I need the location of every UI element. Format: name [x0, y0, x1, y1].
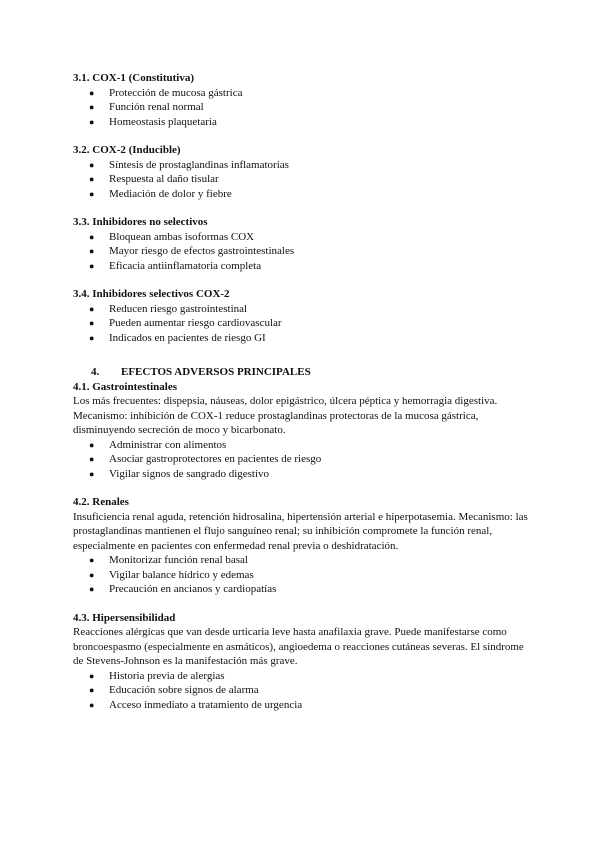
subsection-title: 4.1. Gastrointestinales: [73, 380, 177, 393]
bullet-icon: ●: [89, 584, 95, 594]
subsection-hypersensitivity: [73, 611, 533, 713]
list-item: ● Administrar con alimentos: [89, 438, 227, 451]
section-title: 3.4. Inhibidores selectivos COX-2: [73, 288, 230, 300]
list-item: ● Síntesis de prostaglandinas inflamatorias: [89, 158, 289, 171]
list-item: ● Acceso inmediato a tratamiento de urgencia: [89, 698, 303, 711]
subsection-title: 4.2. Renales: [73, 496, 129, 508]
list-item: ● Asociar gastroprotectores en pacientes de riesgo: [89, 453, 322, 465]
bullet-icon: ●: [89, 670, 95, 681]
subsection-renal: [73, 495, 533, 597]
subsection-title: 4.3. Hipersensibilidad: [73, 611, 176, 624]
bullet-icon: ●: [89, 246, 95, 256]
list-item: ● Reducen riesgo gastrointestinal: [89, 302, 248, 315]
bullet-icon: ●: [89, 569, 95, 580]
document-content: [73, 71, 533, 726]
list-item: ● Indicados en pacientes de riesgo GI: [89, 331, 266, 344]
bullet-icon: ●: [89, 174, 95, 184]
bullet-icon: ●: [89, 555, 95, 565]
list-item: ● Educación sobre signos de alarma: [89, 684, 259, 696]
bullet-list: [73, 438, 533, 482]
section-cox2: [73, 143, 533, 201]
list-item: ● Respuesta al daño tisular: [89, 173, 219, 185]
list-item: ● Mayor riesgo de efectos gastrointestinales: [89, 245, 295, 257]
section-title: 3.3. Inhibidores no selectivos: [73, 216, 208, 228]
list-item: ● Eficacia antiinflamatoria completa: [89, 259, 262, 272]
list-item: ● Precaución en ancianos y cardiopatías: [89, 583, 277, 595]
bullet-list: [73, 86, 533, 130]
bullet-icon: ●: [89, 318, 95, 328]
bullet-icon: ●: [89, 159, 95, 170]
bullet-list: [73, 669, 533, 713]
section-nonselective: [73, 215, 533, 273]
list-item: ● Función renal normal: [89, 101, 204, 113]
bullet-icon: ●: [89, 685, 95, 695]
section-title: 3.1. COX-1 (Constitutiva): [73, 72, 194, 84]
section-cox1: [73, 71, 533, 129]
bullet-icon: ●: [89, 332, 95, 343]
bullet-list: [73, 230, 533, 274]
subsection-paragraph: Los más frecuentes: dispepsia, náuseas, dolor epigástrico, úlcera péptica y hemorragia digestiva. Mecanismo: inhibición de COX-1 reduce prostaglandinas protectoras de la mucosa gástrica, disminuyendo secreción de moco y bicarbonato.: [73, 395, 498, 436]
subsection-paragraph: Insuficiencia renal aguda, retención hidrosalina, hipertensión arterial e hiperpotasemia. Mecanismo: las prostaglandinas mantienen el flujo sanguíneo renal; su inhibición compromete la función renal, especialmente en pacientes con enfermedad renal previa o deshidratación.: [73, 510, 528, 552]
subsection-gastrointestinal: [73, 380, 533, 482]
bullet-list: [73, 158, 533, 202]
bullet-icon: ●: [89, 231, 95, 242]
bullet-icon: ●: [89, 439, 95, 450]
bullet-icon: ●: [89, 188, 95, 199]
bullet-icon: ●: [89, 87, 95, 98]
list-item: ● Vigilar balance hídrico y edemas: [89, 568, 254, 581]
subsection-paragraph: Reacciones alérgicas que van desde urticaria leve hasta anafilaxia grave. Puede manifestarse como broncoespasmo (especialmente en asmáticos), angioedema o reacciones cutáneas severas. El síndrome de Stevens-Johnson es la manifestación más grave.: [73, 626, 524, 667]
bullet-list: [73, 302, 533, 346]
main-heading: [73, 365, 533, 380]
bullet-icon: ●: [89, 303, 95, 314]
list-item: ● Historia previa de alergias: [89, 669, 225, 682]
list-item: ● Homeostasis plaquetaria: [89, 115, 217, 128]
list-item: ● Mediación de dolor y fiebre: [89, 187, 232, 200]
list-item: ● Vigilar signos de sangrado digestivo: [89, 467, 270, 480]
list-item: ● Bloquean ambas isoformas COX: [89, 230, 255, 243]
list-item: ● Monitorizar función renal basal: [89, 554, 248, 566]
bullet-icon: ●: [89, 468, 95, 479]
list-item: ● Protección de mucosa gástrica: [89, 86, 243, 99]
section-selective: [73, 287, 533, 345]
bullet-icon: ●: [89, 260, 95, 271]
bullet-list: [73, 553, 533, 597]
bullet-icon: ●: [89, 454, 95, 464]
bullet-icon: ●: [89, 699, 95, 710]
bullet-icon: ●: [89, 116, 95, 127]
list-item: ● Pueden aumentar riesgo cardiovascular: [89, 317, 282, 329]
heading-title: EFECTOS ADVERSOS PRINCIPALES: [121, 366, 311, 378]
section-title: 3.2. COX-2 (Inducible): [73, 144, 181, 156]
bullet-icon: ●: [89, 102, 95, 112]
heading-number: 4.: [91, 366, 100, 378]
